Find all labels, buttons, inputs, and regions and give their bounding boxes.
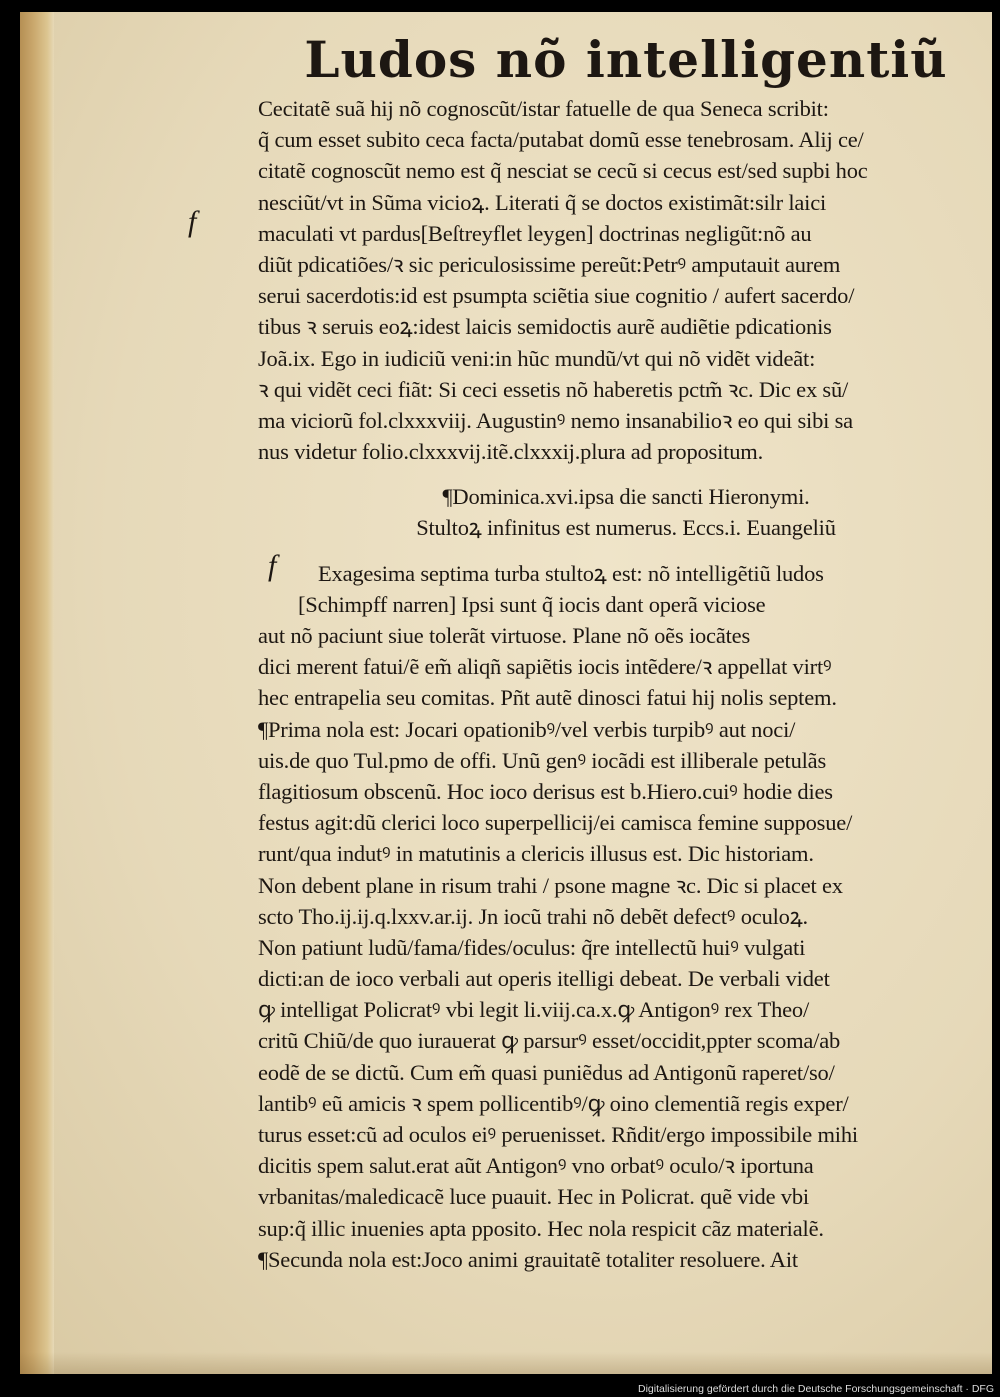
text-line: hec entrapelia seu comitas. Pñt autẽ dinosci fatui hij nolis septem. bbox=[258, 685, 837, 711]
text-line: ¶Prima nola est: Jocari opationibꝰ/vel verbis turpibꝰ aut noci/ bbox=[258, 716, 796, 742]
paragraph-2 bbox=[258, 558, 994, 1275]
text-line: festus agit:dũ clerici loco superpellicij/ei camisca femine supposue/ bbox=[258, 810, 853, 836]
text-line: ꝙ intelligat Policratꝰ vbi legit li.viij.ca.x.ꝙ Antigonꝰ rex Theo/ bbox=[258, 997, 810, 1023]
text-line: ma viciorũ fol.clxxxviij. Augustinꝰ nemo insanabilioꝛ eo qui sibi sa bbox=[258, 407, 853, 433]
text-line: turus esset:cũ ad oculos eiꝰ peruenisset. Rñdit/ergo impossibile mihi bbox=[258, 1122, 858, 1147]
text-line: lantibꝰ eũ amicis ꝛ spem pollicentibꝰ/ꝙ oino clementiã regis exper/ bbox=[258, 1090, 849, 1116]
text-line: eodẽ de se dictũ. Cum em̃ quasi puniẽdus ad Antigonũ raperet/so/ bbox=[258, 1059, 835, 1085]
page-bottom-shadow bbox=[20, 1352, 992, 1374]
text-line: ¶Dominica.xvi.ipsa die sancti Hieronymi. bbox=[442, 484, 810, 510]
text-line: vrbanitas/maledicacẽ luce puauit. Hec in Policrat. quẽ vide vbi bbox=[258, 1184, 809, 1210]
text-line: dicitis spem salut.erat aũt Antigonꝰ vno orbatꝰ oculo/ꝛ iportuna bbox=[258, 1153, 814, 1179]
text-line: ¶Secunda nola est:Joco animi grauitatẽ totaliter resoluere. Ait bbox=[258, 1246, 798, 1272]
page-title: Ludos nõ intelligentiũ bbox=[304, 30, 948, 89]
text-line: nesciũt/vt in Sũma vicioꝝ. Literati q̃ se doctos existimãt:silr laici bbox=[258, 189, 827, 215]
text-line: serui sacerdotis:id est psumpta sciẽtia siue cognitio / aufert sacerdo/ bbox=[258, 283, 855, 309]
text-line: Joã.ix. Ego in iudiciũ veni:in hũc mundũ/vt qui nõ vidẽt videãt: bbox=[258, 345, 816, 371]
text-line: q̃ cum esset subito ceca facta/putabat domũ esse tenebrosam. Alij ce/ bbox=[258, 127, 864, 153]
margin-note-1: f bbox=[188, 205, 197, 238]
text-line: diũt pdicatiões/ꝛ sic periculosissime pereũt:Petrꝰ amputauit aurem bbox=[258, 251, 841, 277]
margin-note-2: f bbox=[268, 549, 277, 582]
scanned-page bbox=[20, 12, 992, 1374]
text-line: aut nõ paciunt siue tolerãt virtuose. Plane nõ oẽs iocãtes bbox=[258, 623, 751, 648]
text-line: tibus ꝛ seruis eoꝝ:idest laicis semidoctis aurẽ audiẽtie pdicationis bbox=[258, 314, 832, 340]
text-line: nus videtur folio.clxxxvij.itẽ.clxxxij.plura ad propositum. bbox=[258, 439, 763, 465]
text-line: Exagesima septima turba stultoꝝ est: nõ intelligẽtiũ ludos bbox=[318, 560, 824, 586]
text-line: sup:q̃ illic inuenies apta pposito. Hec nola respicit cãz materialẽ. bbox=[258, 1215, 824, 1241]
footer-credit: Digitalisierung gefördert durch die Deutsche Forschungsgemeinschaft · DFG bbox=[637, 1383, 994, 1395]
text-line: scto Tho.ij.ij.q.lxxv.ar.ij. Jn iocũ trahi nõ debẽt defectꝰ oculoꝝ. bbox=[258, 903, 808, 929]
text-line: ꝛ qui vidẽt ceci fiãt: Si ceci essetis nõ haberetis pctm̃ ꝛc. Dic ex sũ/ bbox=[258, 376, 849, 402]
text-line: Non patiunt ludũ/fama/fides/oculus: q̃re intellectũ huiꝰ vulgati bbox=[258, 934, 806, 960]
text-line: Stultoꝝ infinitus est numerus. Eccs.i. Euangeliũ bbox=[416, 515, 836, 541]
paragraph-1 bbox=[258, 93, 994, 467]
text-line: maculati vt pardus[Beſtreyflet leygen] doctrinas negligũt:nõ au bbox=[258, 220, 812, 246]
section-heading bbox=[258, 481, 994, 543]
page-binding-edge bbox=[20, 12, 54, 1374]
text-line: Non debent plane in risum trahi / psone magne ꝛc. Dic si placet ex bbox=[258, 872, 843, 898]
text-line: runt/qua indutꝰ in matutinis a clericis illusus est. Dic historiam. bbox=[258, 841, 814, 867]
text-line: critũ Chiũ/de quo iurauerat ꝙ parsurꝰ esset/occidit,ppter scoma/ab bbox=[258, 1028, 841, 1054]
text-line: uis.de quo Tul.pmo de offi. Unũ genꝰ iocãdi est illiberale petulãs bbox=[258, 747, 827, 773]
text-line: citatẽ cognoscũt nemo est q̃ nesciat se cecũ si cecus est/sed supbi hoc bbox=[258, 158, 868, 184]
text-line: [Schimpff narren] Ipsi sunt q̃ iocis dant operã viciose bbox=[298, 591, 766, 617]
text-line: dici merent fatui/ẽ em̃ aliqñ sapiẽtis iocis intẽdere/ꝛ appellat virtꝰ bbox=[258, 654, 832, 680]
text-block bbox=[258, 30, 994, 1275]
text-line: flagitiosum obscenũ. Hoc ioco derisus est b.Hiero.cuiꝰ hodie dies bbox=[258, 778, 833, 804]
text-line: Cecitatẽ suã hij nõ cognoscũt/istar fatuelle de qua Seneca scribit: bbox=[258, 96, 829, 121]
text-line: dicti:an de ioco verbali aut operis itelligi debeat. De verbali videt bbox=[258, 966, 830, 992]
